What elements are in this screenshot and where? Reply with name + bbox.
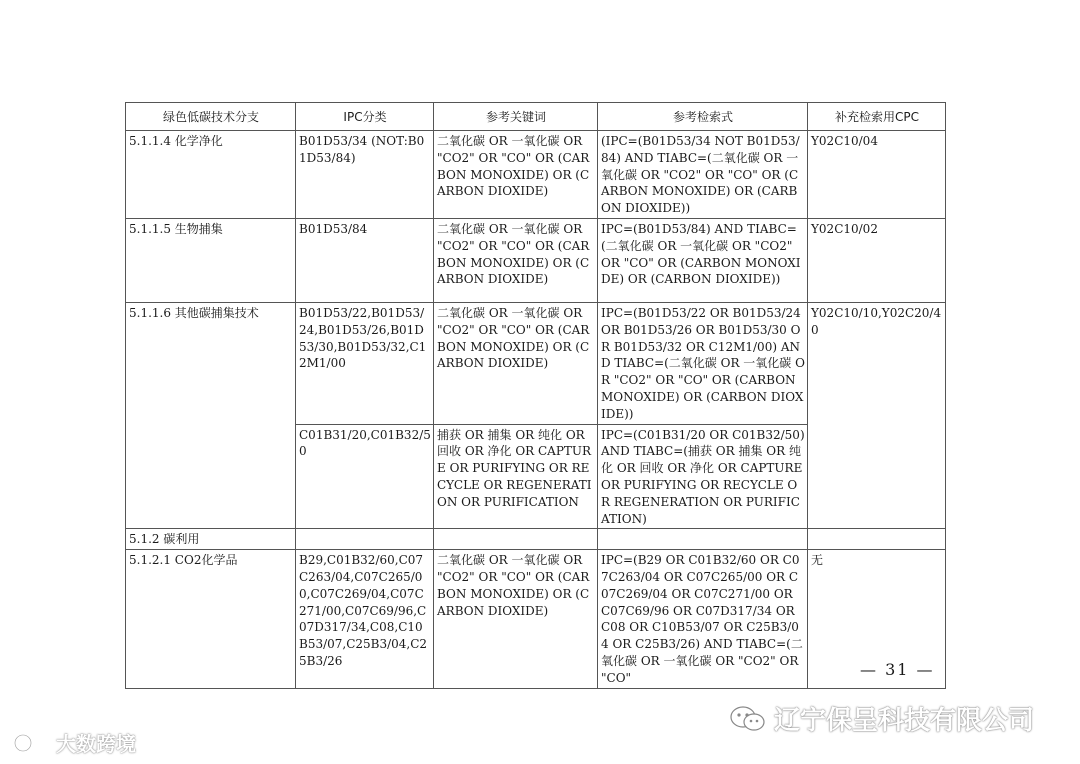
cell-cpc: Y02C10/02 — [808, 218, 946, 302]
cell-keywords: 二氧化碳 OR 一氧化碳 OR "CO2" OR "CO" OR (CARBON MONOXIDE) OR (CARBON DIOXIDE) — [434, 131, 598, 219]
cell-branch: 5.1.2 碳利用 — [126, 529, 296, 550]
header-query: 参考检索式 — [598, 103, 808, 131]
table-row — [126, 218, 946, 302]
cell-query: IPC=(B29 OR C01B32/60 OR C07C263/04 OR C07C265/00 OR C07C269/04 OR C07C271/00 OR C07C69/96 OR C07D317/34 OR C08 OR C10B53/07 OR C25B3/04 OR C25B3/26) AND TIABC=(二氧化碳 OR 一氧化碳 OR "CO2" OR "CO" — [598, 550, 808, 688]
cell-query: IPC=(B01D53/22 OR B01D53/24 OR B01D53/26 OR B01D53/30 OR B01D53/32 OR C12M1/00) AND TIABC=(二氧化碳 OR 一氧化碳 OR "CO2" OR "CO" OR (CARBON MONOXIDE) OR (CARBON DIOXIDE)) — [598, 302, 808, 424]
cell-empty — [296, 529, 434, 550]
cell-branch: 5.1.1.4 化学净化 — [126, 131, 296, 219]
cell-ipc: B01D53/22,B01D53/24,B01D53/26,B01D53/30,B01D53/32,C12M1/00 — [296, 302, 434, 424]
cell-branch: 5.1.2.1 CO2化学品 — [126, 550, 296, 688]
table-row — [126, 131, 946, 219]
cell-ipc: C01B31/20,C01B32/50 — [296, 424, 434, 529]
watermark-company-text: 辽宁保呈科技有限公司 — [774, 706, 1035, 736]
table-row — [126, 529, 946, 550]
cell-branch: 5.1.1.5 生物捕集 — [126, 218, 296, 302]
cell-cpc: Y02C10/10,Y02C20/40 — [808, 302, 946, 528]
cell-cpc: 无 — [808, 550, 946, 688]
cell-empty — [598, 529, 808, 550]
cell-keywords: 二氧化碳 OR 一氧化碳 OR "CO2" OR "CO" OR (CARBON MONOXIDE) OR (CARBON DIOXIDE) — [434, 550, 598, 688]
watermark-brand — [14, 728, 136, 757]
cell-keywords: 二氧化碳 OR 一氧化碳 OR "CO2" OR "CO" OR (CARBON MONOXIDE) OR (CARBON DIOXIDE) — [434, 302, 598, 424]
ipc-classification-table — [125, 102, 946, 689]
cell-cpc: Y02C10/04 — [808, 131, 946, 219]
cell-keywords: 捕获 OR 捕集 OR 纯化 OR 回收 OR 净化 OR CAPTURE OR PURIFYING OR RECYCLE OR REGENERATION OR PURIFICATION — [434, 424, 598, 529]
cell-branch: 5.1.1.6 其他碳捕集技术 — [126, 302, 296, 528]
header-cpc: 补充检索用CPC — [808, 103, 946, 131]
cell-ipc: B01D53/34 (NOT:B01D53/84) — [296, 131, 434, 219]
cell-query: IPC=(B01D53/84) AND TIABC=(二氧化碳 OR 一氧化碳 OR "CO2" OR "CO" OR (CARBON MONOXIDE) OR (CARBON DIOXIDE)) — [598, 218, 808, 302]
cell-empty — [808, 529, 946, 550]
table-row — [126, 302, 946, 424]
cell-empty — [434, 529, 598, 550]
cell-query: IPC=(C01B31/20 OR C01B32/50) AND TIABC=(捕获 OR 捕集 OR 纯化 OR 回收 OR 净化 OR CAPTURE OR PURIFYING OR RECYCLE OR REGENERATION OR PURIFICATION) — [598, 424, 808, 529]
page-number: — 31 — — [860, 660, 935, 679]
header-ipc: IPC分类 — [296, 103, 434, 131]
brand-logo-icon — [14, 732, 50, 754]
cell-ipc: B01D53/84 — [296, 218, 434, 302]
watermark-brand-text: 大数跨境 — [56, 732, 136, 756]
watermark-company — [728, 700, 1034, 737]
wechat-icon — [728, 704, 768, 734]
cell-query: (IPC=(B01D53/34 NOT B01D53/84) AND TIABC=(二氧化碳 OR 一氧化碳 OR "CO2" OR "CO" OR (CARBON MONOXIDE) OR (CARBON DIOXIDE)) — [598, 131, 808, 219]
header-keywords: 参考关键词 — [434, 103, 598, 131]
cell-ipc: B29,C01B32/60,C07C263/04,C07C265/00,C07C269/04,C07C271/00,C07C69/96,C07D317/34,C08,C10B53/07,C25B3/04,C25B3/26 — [296, 550, 434, 688]
table-header-row — [126, 103, 946, 131]
table-row — [126, 550, 946, 688]
header-branch: 绿色低碳技术分支 — [126, 103, 296, 131]
cell-keywords: 二氧化碳 OR 一氧化碳 OR "CO2" OR "CO" OR (CARBON MONOXIDE) OR (CARBON DIOXIDE) — [434, 218, 598, 302]
